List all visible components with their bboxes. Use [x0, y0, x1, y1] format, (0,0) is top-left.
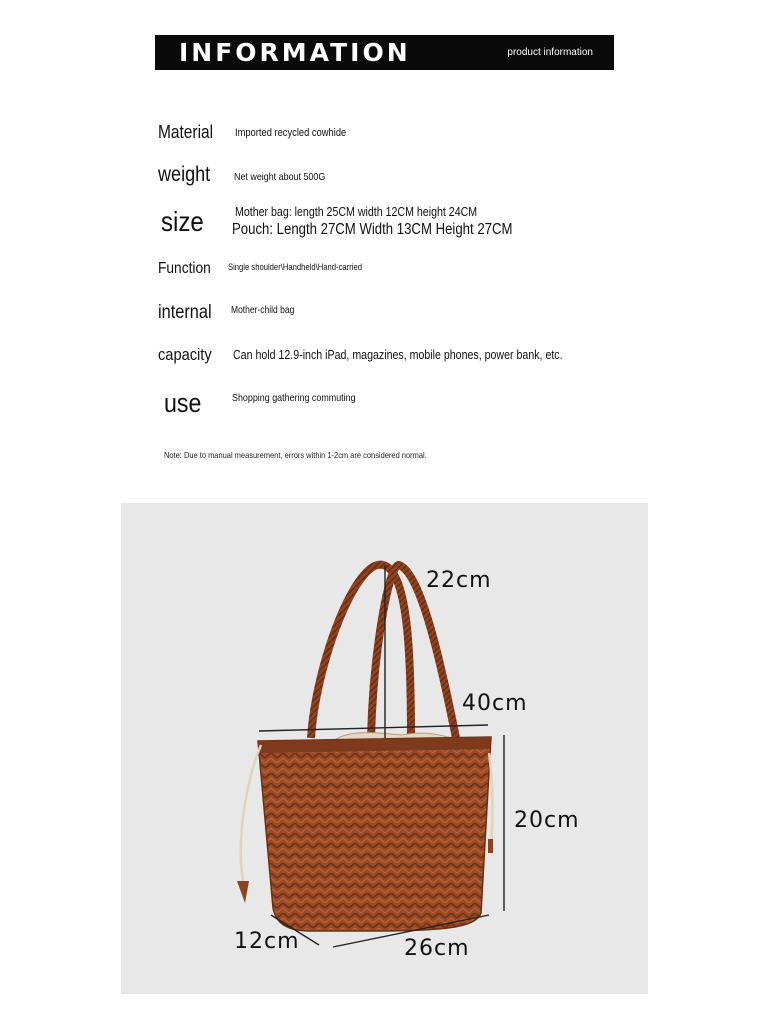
capacity-label: capacity — [158, 345, 212, 364]
dim-height-label: 20cm — [514, 808, 580, 833]
use-label: use — [164, 388, 202, 418]
use-value: Shopping gathering commuting — [232, 392, 356, 404]
cord-left — [241, 745, 261, 883]
dim-top-width-label: 40cm — [462, 691, 528, 716]
measurement-note: Note: Due to manual measurement, errors within 1-2cm are considered normal. — [164, 450, 427, 460]
product-photo — [121, 503, 648, 994]
weight-label: weight — [158, 163, 211, 186]
function-label: Function — [158, 260, 211, 277]
bag-body — [258, 737, 491, 931]
internal-value: Mother-child bag — [231, 305, 295, 316]
capacity-value: Can hold 12.9-inch iPad, magazines, mobile phones, power bank, etc. — [233, 348, 563, 362]
dim-depth-label: 12cm — [234, 929, 300, 954]
dim-bottom-width-label: 26cm — [404, 936, 470, 961]
bag-illustration — [121, 503, 648, 994]
material-value: Imported recycled cowhide — [235, 127, 347, 139]
header-title: INFORMATION — [179, 38, 411, 67]
info-header-bar — [155, 35, 614, 70]
size-value-mother: Mother bag: length 25CM width 12CM height 24CM — [235, 205, 478, 219]
internal-label: internal — [158, 302, 212, 323]
header-subtitle: product information — [507, 47, 593, 58]
function-value: Single shoulder\Handheld\Hand-carried — [228, 262, 362, 272]
size-label: size — [161, 206, 204, 237]
cord-tassel-right — [488, 839, 493, 853]
cord-right — [489, 753, 492, 848]
cord-tassel-left — [237, 881, 249, 903]
handle-front — [311, 565, 411, 738]
material-label: Material — [158, 122, 214, 142]
size-value-pouch: Pouch: Length 27CM Width 13CM Height 27CM — [232, 221, 513, 238]
weight-value: Net weight about 500G — [234, 171, 326, 183]
dim-handle-label: 22cm — [426, 568, 492, 593]
